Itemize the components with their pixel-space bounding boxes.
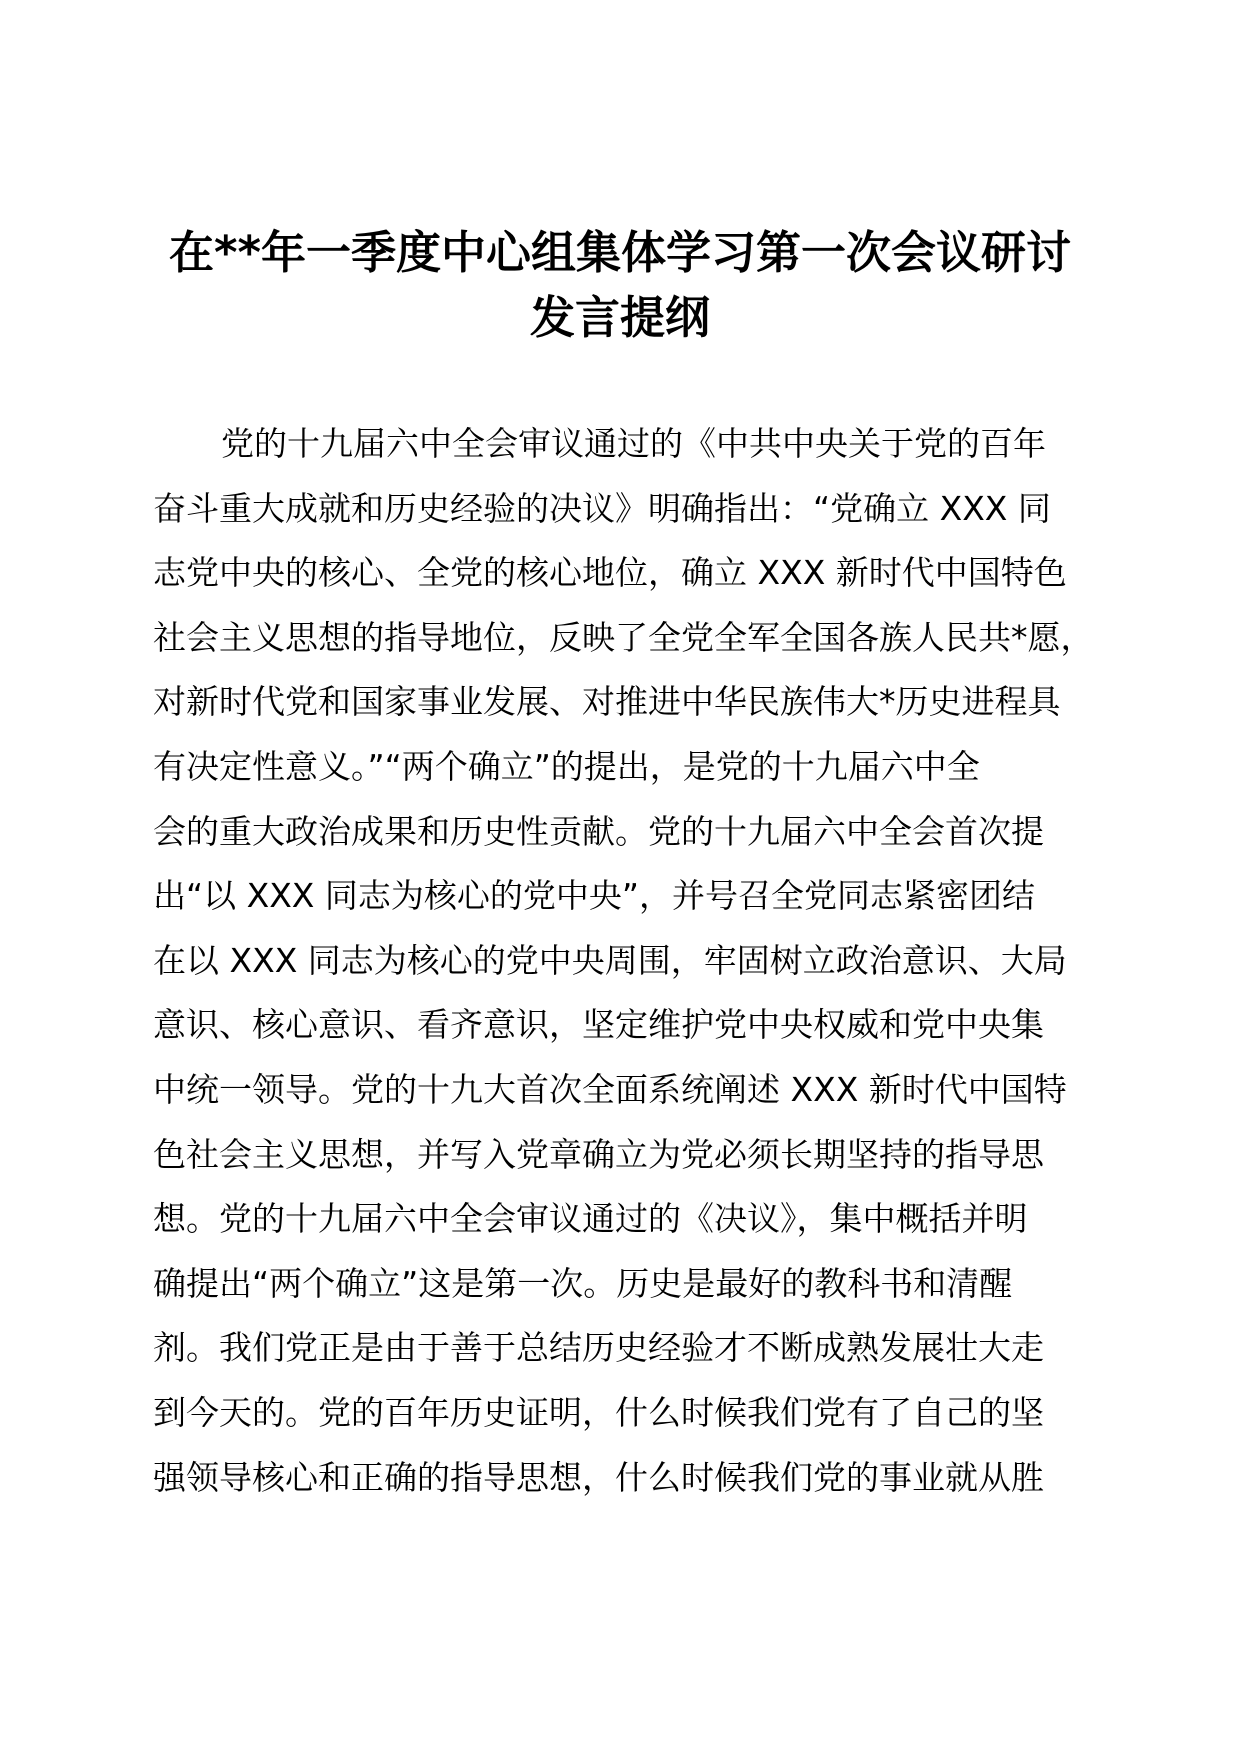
body-line: 剂。我们党正是由于善于总结历史经验才不断成熟发展壮大走 [153,1328,1044,1368]
document-title [150,220,1090,350]
body-line: 强领导核心和正确的指导思想，什么时候我们党的事业就从胜 [153,1457,1044,1497]
body-line: 意识、核心意识、看齐意识，坚定维护党中央权威和党中央集 [153,1005,1044,1045]
body-line: 到今天的。党的百年历史证明，什么时候我们党有了自己的坚 [153,1392,1044,1432]
body-line: 想。党的十九届六中全会审议通过的《决议》，集中概括并明 [153,1199,1028,1239]
title-line-1: 在**年一季度中心组集体学习第一次会议研讨 [168,226,1072,279]
body-line: 对新时代党和国家事业发展、对推进中华民族伟大*历史进程具 [153,682,1061,722]
body-line: 色社会主义思想，并写入党章确立为党必须长期坚持的指导思 [153,1134,1044,1174]
body-line: 志党中央的核心、全党的核心地位，确立 XXX 新时代中国特色 [153,553,1067,593]
body-line: 奋斗重大成就和历史经验的决议》明确指出：“党确立 XXX 同 [153,488,1051,528]
body-line: 党的十九届六中全会审议通过的《中共中央关于党的百年 [221,424,1046,463]
body-paragraph [153,412,1123,1510]
body-line: 出“以 XXX 同志为核心的党中央”，并号召全党同志紧密团结 [153,876,1035,916]
body-line: 会的重大政治成果和历史性贡献。党的十九届六中全会首次提 [153,811,1044,851]
body-line: 中统一领导。党的十九大首次全面系统阐述 XXX 新时代中国特 [153,1069,1067,1109]
body-line: 有决定性意义。”“两个确立”的提出，是党的十九届六中全 [153,746,980,786]
body-line: 在以 XXX 同志为核心的党中央周围，牢固树立政治意识、大局 [153,940,1067,980]
title-line-2: 发言提纲 [529,291,710,344]
body-line: 社会主义思想的指导地位，反映了全党全军全国各族人民共*愿， [153,617,1094,657]
body-line: 确提出“两个确立”这是第一次。历史是最好的教科书和清醒 [153,1263,1013,1303]
